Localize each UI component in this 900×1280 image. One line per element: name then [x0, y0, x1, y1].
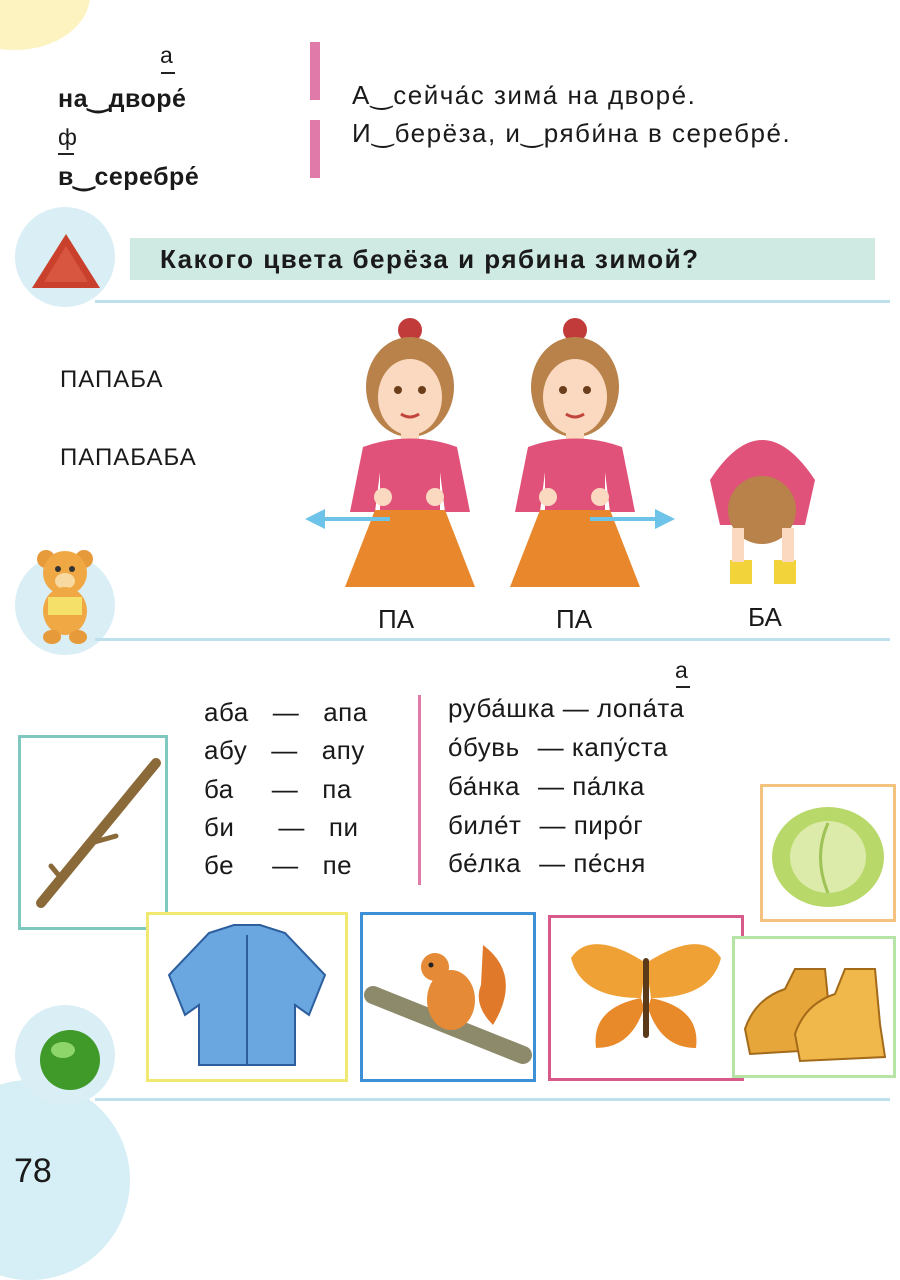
word-pair-3: ба́нка — па́лка	[448, 771, 645, 801]
red-triangle-icon	[30, 232, 102, 290]
word-na-dvore: на‿дворе́	[58, 85, 187, 113]
pink-bar	[310, 120, 320, 178]
word-pair-2: о́бувь — капу́ста	[448, 732, 668, 762]
divider-line	[95, 638, 890, 641]
picture-stick	[18, 735, 168, 930]
hint-bar	[676, 686, 690, 688]
bear-icon	[30, 545, 100, 645]
word-pair-1: руба́шка — лопа́та	[448, 693, 685, 723]
picture-boots	[732, 936, 896, 1078]
page-number: 78	[14, 1152, 52, 1190]
word-pair-4: биле́т — пиро́г	[448, 810, 644, 840]
girl-illustration-middle	[500, 312, 650, 592]
picture-cabbage	[760, 784, 896, 922]
rhythm-word-2: ПАПАБАБА	[60, 444, 197, 471]
picture-butterfly	[548, 915, 744, 1081]
label-pa-2: ПА	[556, 604, 593, 634]
poem-line-1: А‿сейча́с зима́ на дворе́.	[352, 80, 697, 110]
boots-image	[735, 939, 893, 1075]
corner-decoration	[0, 0, 90, 50]
cabbage-image	[763, 787, 893, 919]
arrow-left	[320, 517, 390, 521]
pair-row-1: аба — апа	[204, 697, 368, 727]
green-circle-icon	[38, 1028, 102, 1092]
arrow-left-head-icon	[305, 509, 325, 529]
hint-letter-a-lopata: а	[675, 657, 688, 683]
pair-row-4: би — пи	[204, 812, 359, 842]
arrow-right	[590, 517, 660, 521]
girl-bowing-illustration	[700, 410, 825, 590]
picture-shirt	[146, 912, 348, 1082]
word-pair-5: бе́лка — пе́сня	[448, 848, 646, 878]
divider-line	[95, 1098, 890, 1101]
poem-line-2: И‿берёза, и‿ряби́на в серебре́.	[352, 118, 792, 148]
picture-squirrel	[360, 912, 536, 1082]
squirrel-image	[363, 915, 533, 1079]
arrow-right-head-icon	[655, 509, 675, 529]
pink-bar	[310, 42, 320, 100]
stick-image	[21, 738, 165, 927]
label-pa-1: ПА	[378, 604, 415, 634]
question-text: Какого цвета берёза и рябина зимой?	[160, 244, 700, 274]
hint-letter-a: а	[160, 42, 173, 68]
hint-letter-f: ф	[58, 124, 77, 150]
pair-row-5: бе — пе	[204, 850, 353, 880]
rhythm-word-1: ПАПАБА	[60, 366, 164, 393]
butterfly-image	[551, 918, 741, 1078]
divider-line	[95, 300, 890, 303]
shirt-image	[149, 915, 345, 1079]
girl-illustration-left	[335, 312, 485, 592]
word-v-serebre: в‿серебре́	[58, 163, 200, 191]
pair-row-3: ба — па	[204, 774, 352, 804]
hint-bar	[58, 153, 74, 155]
pair-row-2: абу — апу	[204, 735, 365, 765]
label-ba: БА	[748, 602, 782, 632]
column-divider	[418, 695, 421, 885]
hint-bar	[161, 72, 175, 74]
